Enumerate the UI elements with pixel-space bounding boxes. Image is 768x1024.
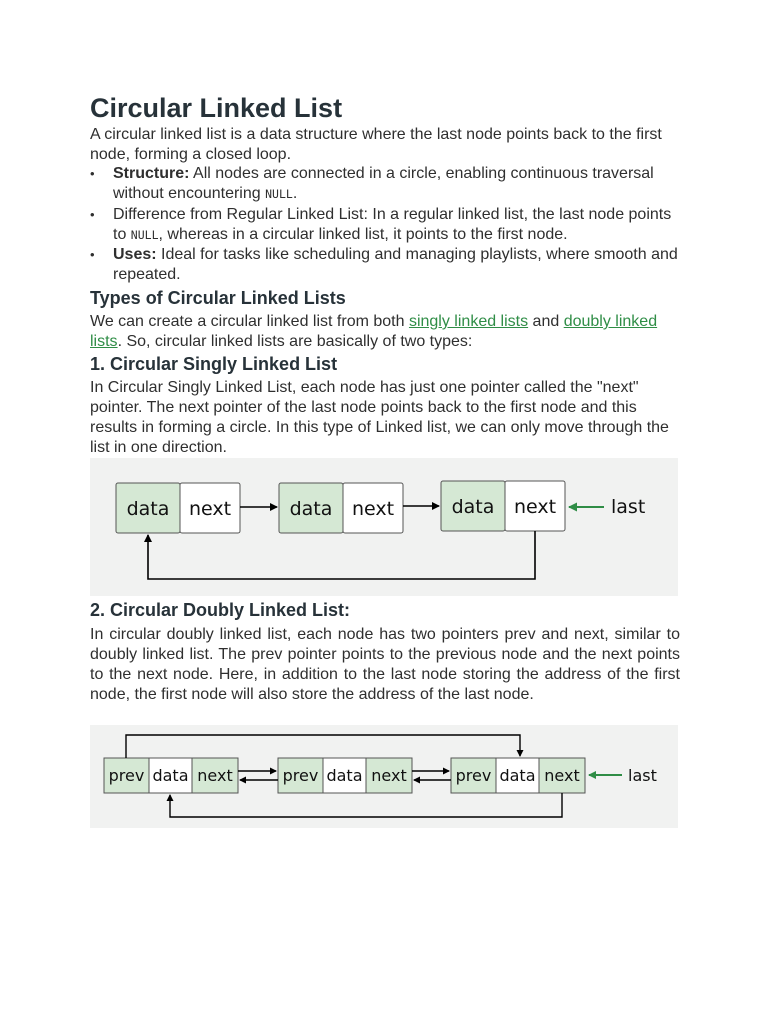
doubly-description: In circular doubly linked list, each node has two pointers prev and next, similar to doubly linked list. The prev pointer points to the previous node and the next points to the next node. Here, in addition to the last node storing the address of the first node, the first node will also store the address of the last node. — [90, 626, 680, 703]
difference-text-end: , whereas in a circular linked list, it points to the first node. — [158, 225, 568, 243]
difference-text: Difference from Regular Linked List: In a regular linked list, the last node points to — [113, 205, 672, 243]
node-2-data-label: data — [289, 498, 333, 520]
dnode-1 — [104, 758, 238, 793]
dnode-2-data-label: data — [326, 766, 363, 785]
dnode-2-next-label: next — [371, 766, 407, 785]
list-item-structure — [90, 164, 680, 205]
uses-text: Ideal for tasks like scheduling and managing playlists, where smooth and repeated. — [113, 246, 678, 284]
types-intro-and: and — [528, 313, 564, 330]
node-2-next-label: next — [351, 498, 395, 520]
arrow-last-to-first — [148, 531, 535, 579]
doubly-linked-lists-link[interactable]: doubly linked lists — [90, 313, 658, 350]
node-2 — [279, 483, 403, 533]
dnode-1-next-label: next — [197, 766, 233, 785]
node-3 — [441, 481, 565, 531]
dnode-1-prev-label: prev — [108, 766, 145, 785]
singly-heading: 1. Circular Singly Linked List — [90, 354, 338, 374]
last-label: last — [628, 766, 657, 785]
dnode-3-prev-label: prev — [455, 766, 492, 785]
types-intro-end: . So, circular linked lists are basically of two types: — [117, 333, 473, 350]
dnode-1-data-label: data — [152, 766, 189, 785]
dnode-3 — [451, 758, 585, 793]
node-3-next-label: next — [513, 496, 557, 518]
null-code: NULL — [265, 187, 293, 202]
types-intro-text: We can create a circular linked list from both — [90, 313, 409, 330]
structure-text: All nodes are connected in a circle, enabling continuous traversal without encountering — [113, 165, 654, 203]
list-item-difference — [90, 205, 680, 246]
feature-list — [90, 164, 680, 286]
singly-linked-list-diagram — [90, 458, 678, 596]
arrow-last-next-to-first — [170, 793, 562, 817]
doubly-linked-list-diagram — [90, 725, 678, 828]
structure-text-end: . — [292, 185, 298, 203]
list-item-uses — [90, 245, 680, 286]
dnode-3-data-label: data — [499, 766, 536, 785]
singly-linked-lists-link[interactable]: singly linked lists — [408, 313, 529, 330]
structure-label: Structure: — [113, 165, 190, 182]
intro-paragraph: A circular linked list is a data structure where the last node points back to the first node, forming a closed loop. — [90, 126, 662, 163]
node-1-next-label: next — [188, 498, 232, 520]
dnode-2 — [278, 758, 412, 793]
types-intro — [90, 312, 680, 352]
node-3-data-label: data — [451, 496, 495, 518]
node-1-data-label: data — [126, 498, 170, 520]
dnode-3-next-label: next — [544, 766, 580, 785]
arrow-first-prev-to-last — [126, 735, 520, 758]
node-1 — [116, 483, 240, 533]
doubly-heading: 2. Circular Doubly Linked List: — [90, 600, 351, 620]
uses-label: Uses: — [113, 246, 157, 264]
singly-description: In Circular Singly Linked List, each node has just one pointer called the "next" pointer. The next pointer of the last node points back to the first node and this results in forming a circle. In this type of Linked list, we can only move through the list in one direction. — [90, 379, 669, 456]
dnode-2-prev-label: prev — [282, 766, 319, 785]
last-label: last — [611, 496, 646, 518]
types-heading: Types of Circular Linked Lists — [90, 288, 346, 308]
null-code: NULL — [130, 227, 159, 242]
page-title: Circular Linked List — [90, 93, 343, 123]
